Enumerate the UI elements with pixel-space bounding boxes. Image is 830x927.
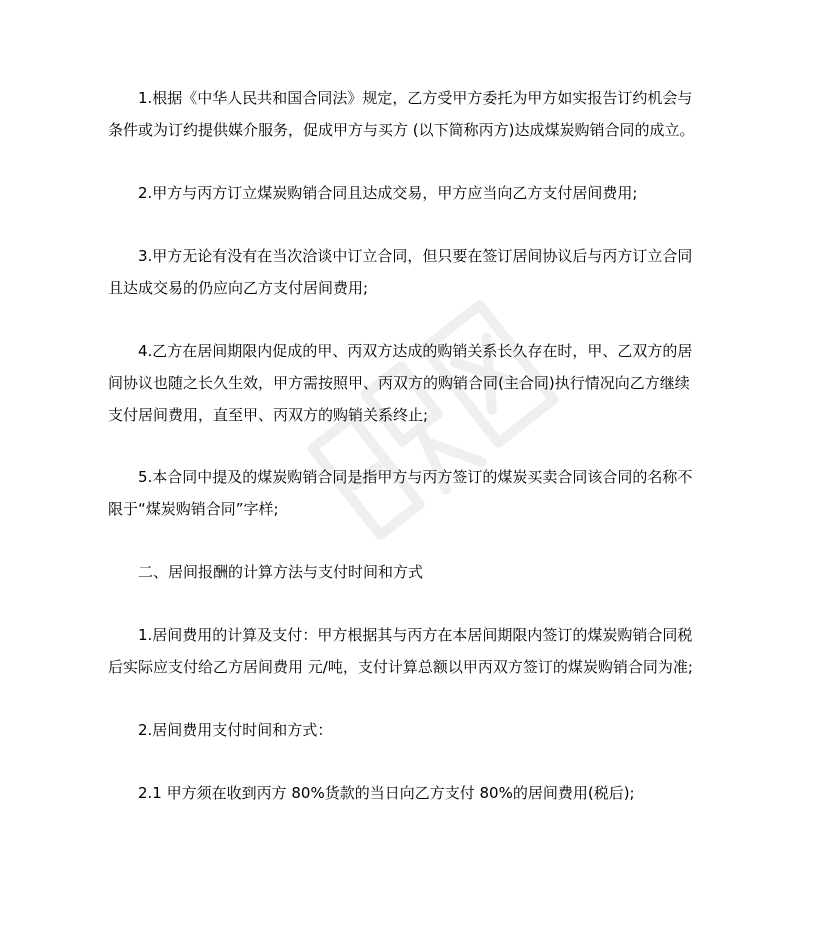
paragraph-line: 1.根据《中华人民共和国合同法》规定，乙方受甲方委托为甲方如实报告订约机会与 [138,89,693,107]
paragraph-line: 后实际应支付给乙方居间费用 元/吨，支付计算总额以甲丙双方签订的煤炭购销合同为准; [108,658,693,676]
paragraph-line: 3.甲方无论有没有在当次洽谈中订立合同，但只要在签订居间协议后与丙方订立合同 [138,247,693,265]
paragraph-line: 2.1 甲方须在收到丙方 80%货款的当日向乙方支付 80%的居间费用(税后); [138,784,635,802]
paragraph-line: 4.乙方在居间期限内促成的甲、丙双方达成的购销关系长久存在时，甲、乙双方的居 [138,342,693,360]
paragraph-line: 2.居间费用支付时间和方式： [138,721,333,739]
paragraph-7 [108,714,728,746]
paragraph-line: 支付居间费用，直至甲、丙双方的购销关系终止; [108,406,429,424]
paragraph-line: 限于“煤炭购销合同”字样; [108,500,279,518]
paragraph-4 [108,335,728,431]
paragraph-5 [108,461,728,525]
paragraph-1 [108,82,728,146]
paragraph-line: 且达成交易的仍应向乙方支付居间费用; [108,279,369,297]
paragraph-2 [108,177,728,209]
paragraph-line: 2.甲方与丙方订立煤炭购销合同且达成交易，甲方应当向乙方支付居间费用; [138,184,638,202]
paragraph-line: 间协议也随之长久生效，甲方需按照甲、丙双方的购销合同(主合同)执行情况向乙方继续 [108,374,690,392]
heading-line: 二、居间报酬的计算方法与支付时间和方式 [138,563,424,581]
paragraph-line: 条件或为订约提供媒介服务，促成甲方与买方 (以下简称丙方)达成煤炭购销合同的成立。 [108,121,695,139]
paragraph-line: 1.居间费用的计算及支付：甲方根据其与丙方在本居间期限内签订的煤炭购销合同税 [138,626,693,644]
paragraph-8 [108,777,728,809]
section-heading [108,556,728,588]
paragraph-line: 5.本合同中提及的煤炭购销合同是指甲方与丙方签订的煤炭买卖合同该合同的名称不 [138,468,693,486]
paragraph-3 [108,240,728,304]
paragraph-6 [108,619,728,683]
